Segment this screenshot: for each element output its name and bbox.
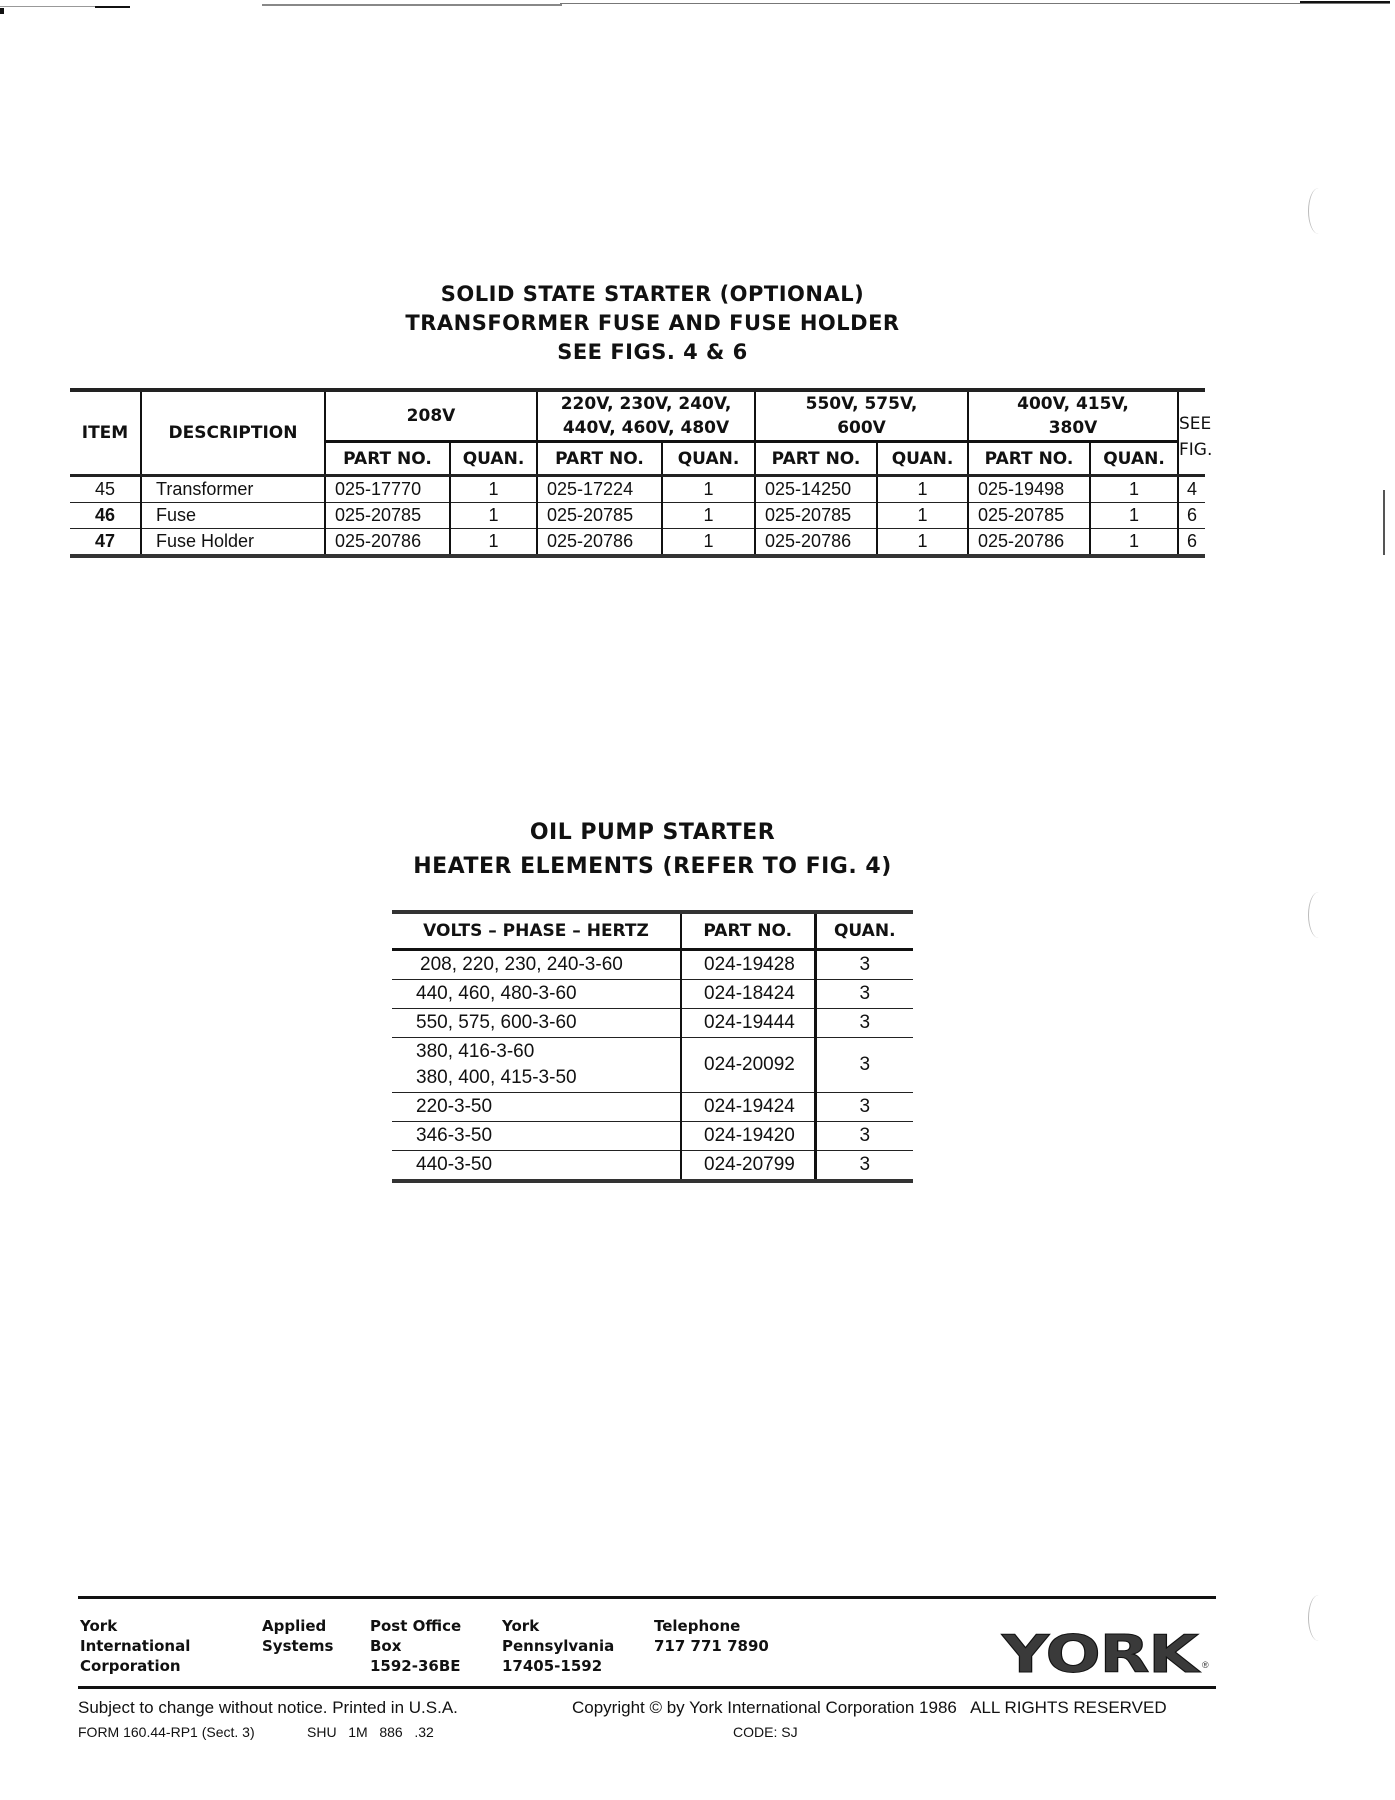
part-number: 025-14250 (755, 476, 877, 503)
footer-print-codes: SHU 1M 886 .32 (307, 1724, 434, 1740)
heater-elements-table (392, 910, 913, 1183)
volts-phase-hertz: 220-3-50 (392, 1093, 681, 1122)
quantity: 3 (815, 1009, 913, 1038)
section2-title-line2: HEATER ELEMENTS (REFER TO FIG. 4) (413, 854, 892, 879)
section2-title-line1: OIL PUMP STARTER (529, 820, 776, 845)
footer-telephone (654, 1616, 769, 1656)
header-voltage-550-600 (755, 390, 968, 442)
quantity: 1 (877, 476, 968, 503)
voltage-group-label: 440V, 460V, 480V (562, 418, 730, 438)
part-number: 024-19424 (681, 1093, 815, 1122)
part-number: 025-19498 (968, 476, 1090, 503)
footer-bottom-rule (78, 1686, 1216, 1689)
header-quan: QUAN. (662, 442, 755, 476)
york-logo: YORK (1002, 1625, 1198, 1685)
quantity: 1 (450, 476, 537, 503)
footer-text: Pennsylvania (502, 1637, 615, 1655)
voltage-group-label: 550V, 575V, (805, 394, 918, 414)
header-part-no: PART NO. (755, 442, 877, 476)
item-description: Transformer (141, 476, 325, 503)
voltage-group-label: 400V, 415V, (1017, 394, 1129, 414)
item-number: 46 (70, 503, 141, 529)
header-voltage-220-480 (537, 390, 755, 442)
section1-title-line1: SOLID STATE STARTER (OPTIONAL) (440, 282, 865, 306)
header-quan: QUAN. (815, 912, 913, 950)
part-number: 024-18424 (681, 980, 815, 1009)
header-voltage-380-415 (968, 390, 1178, 442)
footer-notice: Subject to change without notice. Printed in U.S.A. (78, 1698, 458, 1717)
scan-edge-line (1300, 1, 1390, 3)
part-number: 024-20799 (681, 1151, 815, 1182)
quantity: 1 (1090, 503, 1178, 529)
table-row (392, 1151, 913, 1182)
quantity: 3 (815, 980, 913, 1009)
footer-text: Telephone (654, 1617, 741, 1635)
quantity: 3 (815, 1093, 913, 1122)
table-row (392, 950, 913, 980)
footer-po-box (370, 1616, 461, 1676)
voltage-group-label: 380V (1048, 418, 1098, 438)
footer-text: York (502, 1617, 540, 1635)
voltage-group-label: 220V, 230V, 240V, (560, 394, 732, 414)
footer-company (80, 1616, 190, 1676)
table-row (392, 1038, 913, 1093)
table-row (392, 980, 913, 1009)
registered-mark-icon: ® (1202, 1660, 1209, 1670)
footer-text: 717 771 7890 (654, 1637, 769, 1655)
quantity: 1 (1090, 529, 1178, 557)
part-number: 025-17770 (325, 476, 450, 503)
quantity: 1 (450, 529, 537, 557)
scan-mark (1383, 490, 1385, 555)
volts-phase-hertz: 550, 575, 600-3-60 (392, 1009, 681, 1038)
table-row (392, 1093, 913, 1122)
table-row (392, 1122, 913, 1151)
table-row (70, 529, 1205, 557)
footer-form-number: FORM 160.44-RP1 (Sect. 3) (78, 1724, 255, 1740)
header-quan: QUAN. (877, 442, 968, 476)
footer-text: Corporation (80, 1657, 181, 1675)
voltage-group-label: 208V (406, 406, 456, 426)
transformer-fuse-parts-table (70, 388, 1213, 558)
table-row (70, 503, 1205, 529)
quantity: 1 (662, 529, 755, 557)
footer-address (502, 1616, 614, 1676)
quantity: 1 (877, 503, 968, 529)
see-fig-value: 4 (1178, 476, 1205, 503)
quantity: 1 (877, 529, 968, 557)
header-part-no: PART NO. (681, 912, 815, 950)
section1-title-line2: TRANSFORMER FUSE AND FUSE HOLDER (405, 311, 900, 335)
volts-phase-hertz: 440-3-50 (392, 1151, 681, 1182)
header-quan: QUAN. (1090, 442, 1178, 476)
section1-title-line3: SEE FIGS. 4 & 6 (557, 340, 748, 364)
header-description: DESCRIPTION (141, 390, 325, 476)
table-row (392, 1009, 913, 1038)
quantity: 3 (815, 950, 913, 980)
see-fig-value: 6 (1178, 503, 1205, 529)
footer-copyright: Copyright © by York International Corporation 1986 ALL RIGHTS RESERVED (572, 1698, 1167, 1717)
punch-hole-mark (1308, 892, 1329, 938)
part-number: 025-20785 (968, 503, 1090, 529)
volts-line: 380, 400, 415-3-50 (416, 1067, 577, 1088)
part-number: 025-20785 (755, 503, 877, 529)
part-number: 025-17224 (537, 476, 662, 503)
footer-text: Applied (262, 1617, 327, 1635)
part-number: 025-20786 (755, 529, 877, 557)
quantity: 3 (815, 1151, 913, 1182)
scan-edge-line (0, 8, 4, 14)
see-fig-label: SEE (1179, 414, 1212, 434)
part-number: 025-20786 (537, 529, 662, 557)
volts-line: 380, 416-3-60 (416, 1041, 535, 1062)
punch-hole-mark (1308, 1595, 1329, 1641)
part-number: 025-20786 (325, 529, 450, 557)
footer-text: Box (370, 1637, 402, 1655)
volts-phase-hertz (392, 1038, 681, 1093)
header-item: ITEM (70, 390, 141, 476)
table-row (70, 476, 1205, 503)
part-number: 024-19444 (681, 1009, 815, 1038)
scan-edge-line (95, 6, 130, 8)
volts-phase-hertz: 440, 460, 480-3-60 (392, 980, 681, 1009)
punch-hole-mark (1308, 188, 1329, 234)
header-volts-phase-hertz: VOLTS – PHASE – HERTZ (392, 912, 681, 950)
footer-text: 1592-36BE (370, 1657, 461, 1675)
header-part-no: PART NO. (537, 442, 662, 476)
footer-text: York (80, 1617, 118, 1635)
part-number: 025-20785 (537, 503, 662, 529)
quantity: 1 (662, 503, 755, 529)
header-see-fig (1178, 390, 1213, 476)
part-number: 024-19420 (681, 1122, 815, 1151)
quantity: 1 (450, 503, 537, 529)
quantity: 3 (815, 1038, 913, 1093)
voltage-group-label: 600V (837, 418, 886, 438)
item-number: 47 (70, 529, 141, 557)
scan-edge-line (0, 6, 100, 7)
see-fig-value: 6 (1178, 529, 1205, 557)
footer-text: International (80, 1637, 191, 1655)
footer-text: Post Office (370, 1617, 462, 1635)
part-number: 024-20092 (681, 1038, 815, 1093)
item-description: Fuse Holder (141, 529, 325, 557)
header-quan: QUAN. (450, 442, 537, 476)
header-part-no: PART NO. (325, 442, 450, 476)
quantity: 3 (815, 1122, 913, 1151)
footer-text: 17405-1592 (502, 1657, 603, 1675)
header-voltage-208 (325, 390, 537, 442)
part-number: 024-19428 (681, 950, 815, 980)
footer-text: Systems (262, 1637, 334, 1655)
header-part-no: PART NO. (968, 442, 1090, 476)
quantity: 1 (662, 476, 755, 503)
volts-phase-hertz: 208, 220, 230, 240-3-60 (392, 950, 681, 980)
part-number: 025-20785 (325, 503, 450, 529)
scan-edge-line (560, 3, 1390, 4)
see-fig-label: FIG. (1179, 440, 1213, 460)
part-number: 025-20786 (968, 529, 1090, 557)
footer-top-rule (78, 1596, 1216, 1599)
quantity: 1 (1090, 476, 1178, 503)
scan-edge-line (262, 4, 562, 6)
footer-division (262, 1616, 333, 1656)
item-number: 45 (94, 479, 116, 499)
volts-phase-hertz: 346-3-50 (392, 1122, 681, 1151)
footer-code: CODE: SJ (733, 1724, 798, 1740)
item-description: Fuse (141, 503, 325, 529)
